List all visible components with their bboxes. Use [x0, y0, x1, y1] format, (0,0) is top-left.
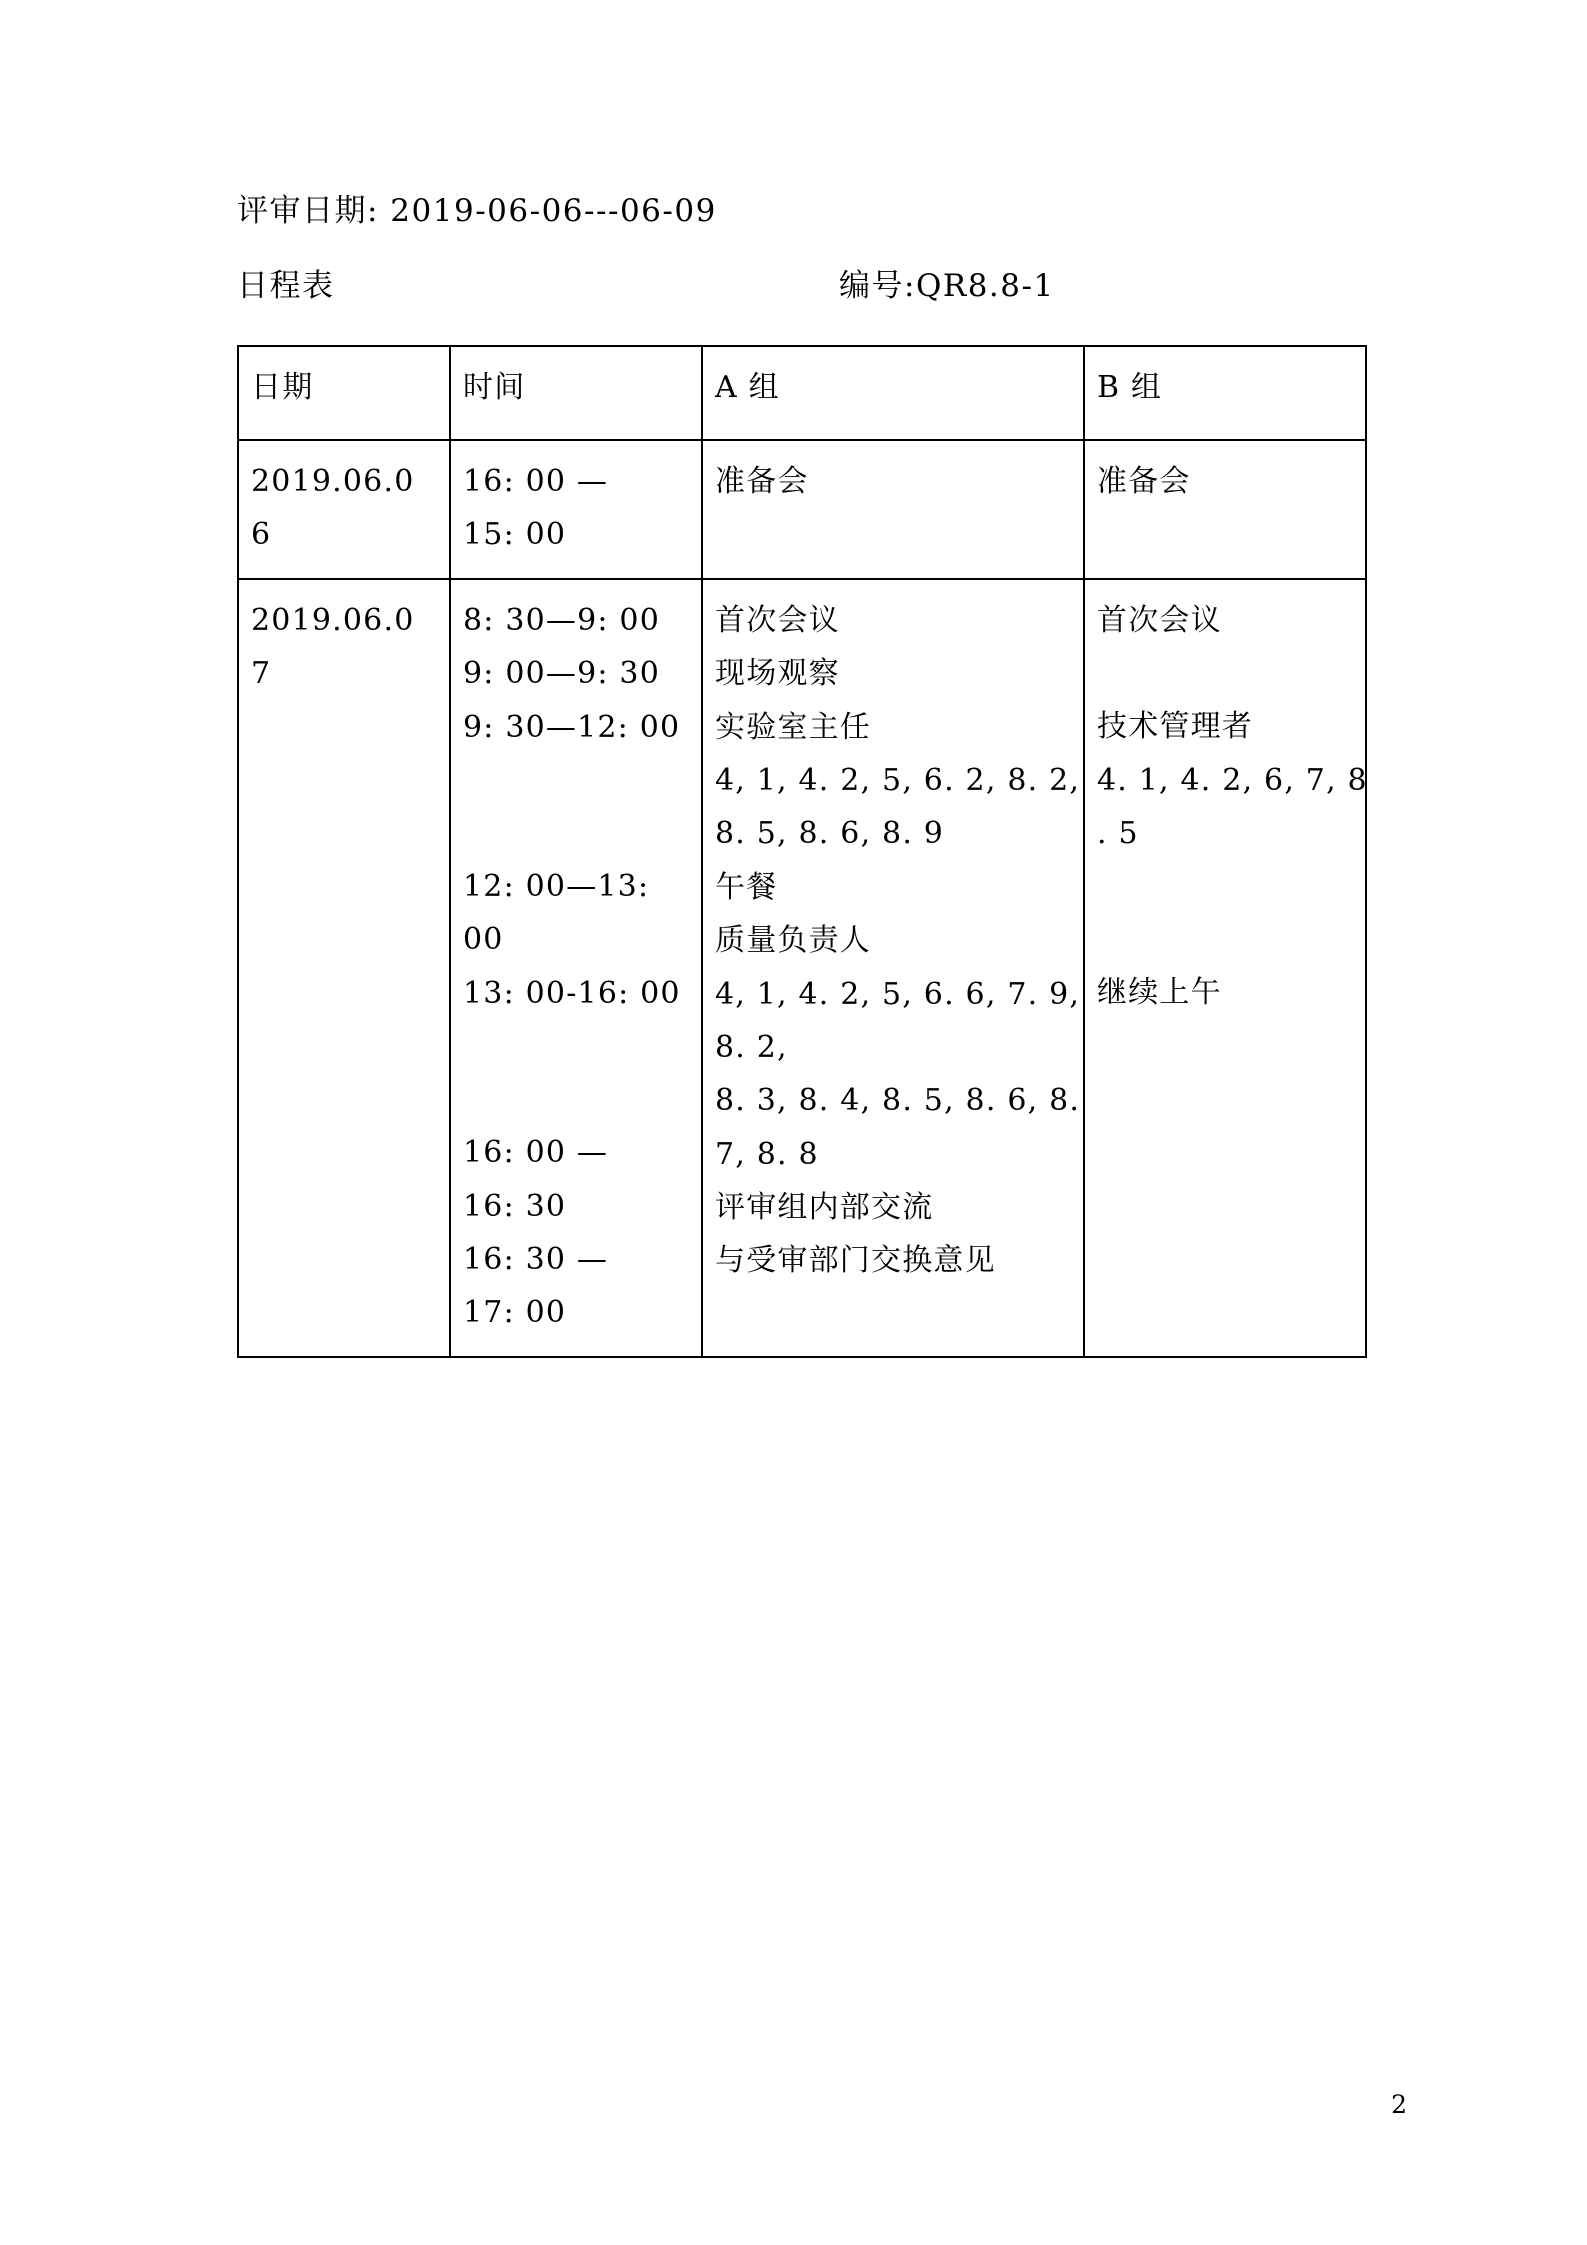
- schedule-table: [237, 345, 1367, 1358]
- blank-line: [1097, 860, 1353, 913]
- text-line: 13: 00-16: 00: [463, 975, 681, 1011]
- blank-line: [463, 754, 689, 807]
- column-header-group-a: A 组: [702, 346, 1084, 440]
- text-line: 继续上午: [1097, 975, 1222, 1011]
- text-line: 与受审部门交换意见: [715, 1243, 996, 1279]
- page-number: 2: [1391, 2090, 1407, 2119]
- column-header-group-b: B 组: [1084, 346, 1366, 440]
- text-line: 7: [251, 656, 272, 692]
- cell-time: [450, 579, 702, 1357]
- text-line: 9: 30—12: 00: [463, 709, 681, 745]
- text-line: 4. 1, 4. 2, 6, 7, 8: [1097, 762, 1368, 798]
- cell-group-b: [1084, 440, 1366, 579]
- table-header-row: [238, 346, 1366, 440]
- text-line: 技术管理者: [1097, 709, 1253, 745]
- cell-date: [238, 440, 450, 579]
- text-line: 16: 30 —: [463, 1241, 609, 1277]
- text-line: 8. 2,: [715, 1029, 788, 1065]
- text-line: 16: 00 —: [463, 464, 609, 499]
- text-line: 评审组内部交流: [715, 1190, 934, 1226]
- text-line: 2019.06.0: [251, 602, 415, 638]
- blank-line: [463, 1073, 689, 1126]
- column-header-time: 时间: [450, 346, 702, 440]
- text-line: 首次会议: [715, 602, 840, 638]
- text-line: 现场观察: [715, 656, 840, 692]
- title-and-number-line: [237, 268, 1367, 305]
- cell-time: [450, 440, 702, 579]
- text-line: 午餐: [715, 869, 778, 905]
- text-line: 首次会议: [1097, 602, 1222, 638]
- text-line: 16: 30: [463, 1188, 567, 1224]
- text-line: . 5: [1097, 815, 1139, 851]
- text-line: 7, 8. 8: [715, 1136, 819, 1172]
- text-line: 实验室主任: [715, 709, 871, 745]
- cell-group-a: [702, 579, 1084, 1357]
- blank-line: [463, 1020, 689, 1073]
- text-line: 8: 30—9: 00: [463, 602, 661, 638]
- text-line: 8. 3, 8. 4, 8. 5, 8. 6, 8.: [715, 1083, 1081, 1119]
- cell-group-a: [702, 440, 1084, 579]
- text-line: 4, 1, 4. 2, 5, 6. 6, 7. 9,: [715, 976, 1081, 1012]
- text-line: 质量负责人: [715, 923, 871, 959]
- table-row: [238, 579, 1366, 1357]
- blank-line: [1097, 913, 1353, 966]
- text-line: 00: [463, 922, 504, 958]
- cell-group-b: [1084, 579, 1366, 1357]
- cell-date: [238, 579, 450, 1357]
- document-content: [237, 193, 1368, 1358]
- blank-line: [463, 807, 689, 860]
- blank-line: [1097, 647, 1353, 700]
- text-line: 15: 00: [463, 517, 567, 553]
- text-line: 12: 00—13:: [463, 868, 650, 904]
- document-title: 日程表: [237, 268, 335, 304]
- text-line: 8. 5, 8. 6, 8. 9: [715, 816, 945, 852]
- text-line: 6: [251, 517, 272, 553]
- text-line: 9: 00—9: 30: [463, 656, 661, 692]
- column-header-date: 日期: [238, 346, 450, 440]
- text-line: 准备会: [715, 464, 809, 499]
- table-row: [238, 440, 1366, 579]
- review-date-line: 评审日期: 2019-06-06---06-09: [237, 193, 717, 229]
- text-line: 准备会: [1097, 464, 1191, 499]
- document-number: 编号:QR8.8-1: [839, 268, 1055, 304]
- text-line: 4, 1, 4. 2, 5, 6. 2, 8. 2,: [715, 762, 1081, 798]
- text-line: 2019.06.0: [251, 464, 415, 499]
- text-line: 17: 00: [463, 1295, 567, 1331]
- text-line: 16: 00 —: [463, 1135, 609, 1171]
